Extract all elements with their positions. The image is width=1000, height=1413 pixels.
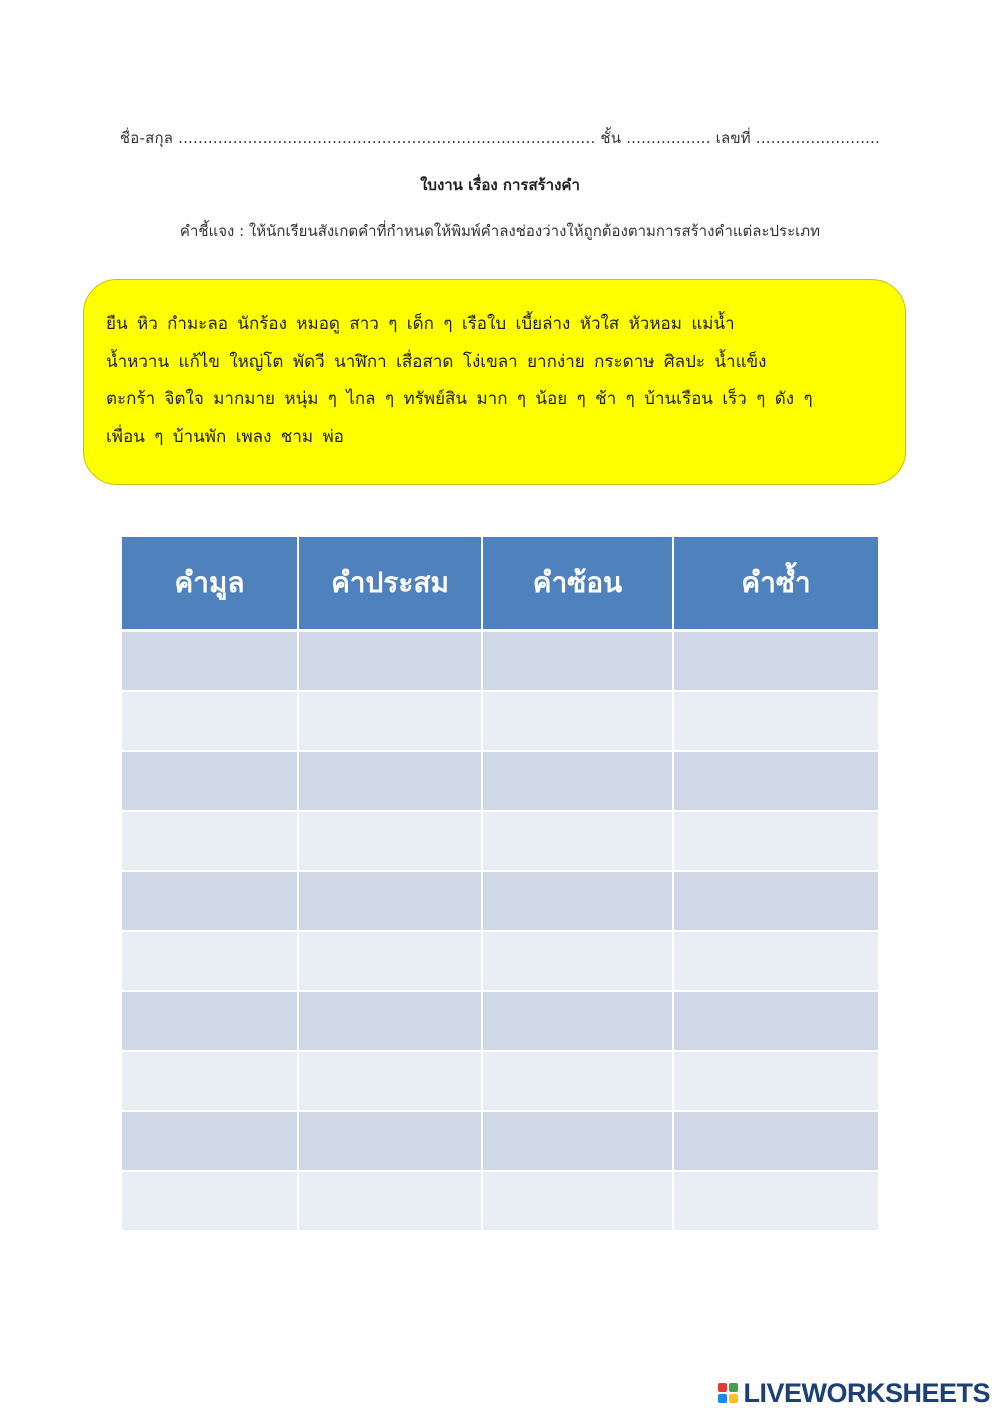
answer-cell-compound[interactable] bbox=[298, 991, 482, 1051]
word-bank-box bbox=[83, 279, 906, 485]
table-row bbox=[122, 991, 878, 1051]
answer-cell-root[interactable] bbox=[122, 1111, 298, 1171]
word-bank-line-1: ยืน หิว กำมะลอ นักร้อง หมอดู สาว ๆ เด็ก ๆ เรือใบ เบี้ยล่าง หัวใส หัวหอม แม่น้ำ bbox=[106, 314, 735, 334]
word-bank-line-3: ตะกร้า จิตใจ มากมาย หนุ่ม ๆ ไกล ๆ ทรัพย์สิน มาก ๆ น้อย ๆ ช้า ๆ บ้านเรือน เร็ว ๆ ดัง ๆ bbox=[106, 389, 813, 409]
word-bank-line-2: น้ำหวาน แก้ไข ใหญ่โต พัดวี นาฬิกา เสื่อสาด โง่เขลา ยากง่าย กระดาษ ศิลปะ น้ำแข็ง bbox=[106, 351, 767, 372]
table-row bbox=[122, 751, 878, 811]
answer-cell-reduplicated[interactable] bbox=[673, 691, 878, 751]
table-row bbox=[122, 1111, 878, 1171]
answer-cell-root[interactable] bbox=[122, 991, 298, 1051]
logo-square-yellow bbox=[729, 1394, 738, 1403]
answer-cell-synonym-compound[interactable] bbox=[482, 991, 673, 1051]
word-classification-table bbox=[122, 537, 878, 1232]
logo-square-red bbox=[718, 1383, 727, 1392]
answer-cell-root[interactable] bbox=[122, 931, 298, 991]
answer-cell-synonym-compound[interactable] bbox=[482, 631, 673, 692]
word-bank-line-4: เพื่อน ๆ บ้านพัก เพลง ชาม พ่อ bbox=[106, 426, 344, 447]
table-row bbox=[122, 1051, 878, 1111]
answer-cell-reduplicated[interactable] bbox=[673, 811, 878, 871]
instructions-text: คำชี้แจง : ให้นักเรียนสังเกตคำที่กำหนดให้พิมพ์คำลงช่องว่างให้ถูกต้องตามการสร้างคำแต่ละประเภท bbox=[179, 222, 821, 240]
header-synonym-compound-words: คำซ้อน bbox=[482, 537, 673, 631]
answer-cell-reduplicated[interactable] bbox=[673, 871, 878, 931]
table-row bbox=[122, 811, 878, 871]
liveworksheets-logo bbox=[718, 1378, 990, 1408]
answer-cell-synonym-compound[interactable] bbox=[482, 1171, 673, 1231]
table-row bbox=[122, 931, 878, 991]
answer-cell-reduplicated[interactable] bbox=[673, 1171, 878, 1231]
answer-cell-root[interactable] bbox=[122, 631, 298, 692]
answer-cell-compound[interactable] bbox=[298, 751, 482, 811]
table-header-row bbox=[122, 537, 878, 631]
logo-square-green bbox=[729, 1383, 738, 1392]
answer-cell-reduplicated[interactable] bbox=[673, 931, 878, 991]
answer-cell-compound[interactable] bbox=[298, 1051, 482, 1111]
header-compound-words: คำประสม bbox=[298, 537, 482, 631]
answer-cell-synonym-compound[interactable] bbox=[482, 1111, 673, 1171]
answer-cell-compound[interactable] bbox=[298, 871, 482, 931]
answer-cell-compound[interactable] bbox=[298, 1111, 482, 1171]
table-row bbox=[122, 631, 878, 692]
answer-cell-root[interactable] bbox=[122, 751, 298, 811]
liveworksheets-icon bbox=[718, 1383, 738, 1403]
table-row bbox=[122, 1171, 878, 1231]
answer-cell-reduplicated[interactable] bbox=[673, 751, 878, 811]
answer-cell-synonym-compound[interactable] bbox=[482, 811, 673, 871]
answer-cell-reduplicated[interactable] bbox=[673, 631, 878, 692]
answer-cell-compound[interactable] bbox=[298, 631, 482, 692]
student-info-line: ชื่อ-สกุล .................................................................................... ชั้น ................. เลขที่ ......................... bbox=[119, 129, 881, 147]
answer-cell-root[interactable] bbox=[122, 691, 298, 751]
answer-cell-synonym-compound[interactable] bbox=[482, 931, 673, 991]
answer-cell-reduplicated[interactable] bbox=[673, 991, 878, 1051]
answer-cell-synonym-compound[interactable] bbox=[482, 871, 673, 931]
answer-cell-reduplicated[interactable] bbox=[673, 1051, 878, 1111]
table-row bbox=[122, 691, 878, 751]
answer-cell-synonym-compound[interactable] bbox=[482, 751, 673, 811]
answer-cell-compound[interactable] bbox=[298, 1171, 482, 1231]
answer-cell-synonym-compound[interactable] bbox=[482, 691, 673, 751]
answer-cell-root[interactable] bbox=[122, 1051, 298, 1111]
header-reduplicated-words: คำซ้ำ bbox=[673, 537, 878, 631]
answer-cell-synonym-compound[interactable] bbox=[482, 1051, 673, 1111]
answer-cell-compound[interactable] bbox=[298, 811, 482, 871]
answer-cell-compound[interactable] bbox=[298, 931, 482, 991]
table-row bbox=[122, 871, 878, 931]
answer-cell-root[interactable] bbox=[122, 871, 298, 931]
worksheet-title: ใบงาน เรื่อง การสร้างคำ bbox=[420, 176, 580, 194]
header-root-words: คำมูล bbox=[122, 537, 298, 631]
liveworksheets-wordmark: LIVEWORKSHEETS bbox=[743, 1377, 990, 1408]
logo-square-blue bbox=[718, 1394, 727, 1403]
answer-cell-reduplicated[interactable] bbox=[673, 1111, 878, 1171]
answer-cell-compound[interactable] bbox=[298, 691, 482, 751]
answer-cell-root[interactable] bbox=[122, 811, 298, 871]
answer-cell-root[interactable] bbox=[122, 1171, 298, 1231]
